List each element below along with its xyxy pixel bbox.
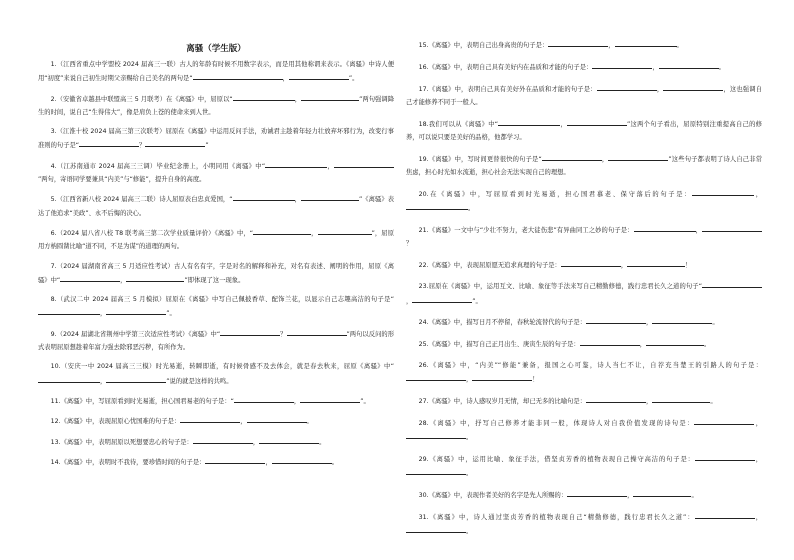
question-text: 。 (319, 438, 326, 446)
question-item (406, 117, 762, 144)
answer-blank[interactable] (38, 374, 100, 383)
answer-blank[interactable] (586, 394, 646, 403)
question-text: ， (646, 397, 653, 405)
question-text: 21.《离骚》一文中与“少壮不努力，老大徒伤悲”有异曲同工之妙的句子是： (418, 226, 634, 234)
left-column (38, 38, 394, 476)
question-text: ， (327, 162, 334, 170)
question-text: 。 (712, 319, 719, 327)
question-text: ”即体现了这一现象。 (184, 276, 245, 284)
answer-blank[interactable] (406, 466, 466, 475)
answer-blank[interactable] (193, 435, 253, 444)
question-text: ， (639, 341, 647, 349)
answer-blank[interactable] (234, 394, 294, 403)
question-text: ， (754, 513, 762, 521)
question-text: 。 (468, 204, 475, 212)
answer-blank[interactable] (472, 372, 532, 381)
answer-blank[interactable] (652, 394, 710, 403)
question-text: ， (620, 261, 628, 269)
answer-blank[interactable] (301, 92, 359, 101)
question-text: ”。 (472, 297, 482, 305)
question-text: 3.（江淮十校 2024 届高三第三次联考）屈原在《离骚》中运用反问手法，劝诫君主趁着年轻力壮放弃坏邪行为，改变行事准则的句子是“ (38, 128, 394, 150)
answer-blank[interactable] (695, 510, 755, 519)
question-text: ， (560, 120, 567, 128)
answer-blank[interactable] (498, 117, 560, 126)
answer-blank[interactable] (702, 223, 762, 232)
answer-blank[interactable] (220, 327, 280, 336)
question-item (38, 260, 394, 287)
question-item (38, 293, 394, 320)
question-text: 23.屈原在《离骚》中，运用互文、比喻、象征等手法来写自己精勤修德，践行忠君长久之道的句子“ (418, 283, 702, 291)
question-text: ， (252, 438, 260, 446)
question-text: 8.（武汉二中 2024 届高三 5 月模拟）屈原在《离骚》中写自己佩披香草、配饰兰花，以显示自己志趣高洁的句子是“ (50, 296, 394, 304)
question-text: 。 (704, 341, 711, 349)
question-text: 19.《离骚》中，写时间更替很快的句子是“ (418, 155, 542, 163)
answer-blank[interactable] (193, 71, 283, 80)
answer-blank[interactable] (608, 152, 668, 161)
answer-blank[interactable] (694, 416, 754, 425)
question-text: 24.《离骚》中，描写日月不停留，春秋轮流替代的句子是： (418, 319, 587, 327)
question-text: 27.《离骚》中，诗人感叹岁月无情，却已无多的比喻句是： (418, 397, 587, 405)
question-text: 。 (331, 459, 339, 467)
question-item (38, 394, 394, 408)
answer-blank[interactable] (38, 306, 100, 315)
answer-blank[interactable] (272, 455, 332, 464)
question-text: 7.（2024 届湖南省高三 5 月适应性考试）古人有名有字，字是对名的解释和补充，对名有表述、阐明的作用，屈原《离骚》中“ (38, 262, 394, 284)
answer-blank[interactable] (597, 82, 657, 91)
question-text: 18.我们可以从《离骚》中“ (418, 120, 499, 128)
question-item (38, 159, 394, 186)
answer-blank[interactable] (542, 152, 602, 161)
left-question-list (38, 58, 394, 469)
question-item (38, 125, 394, 152)
question-text: 25.《离骚》中，描写自己正月出生、庚寅生辰的句子是： (418, 341, 580, 349)
answer-blank[interactable] (406, 430, 466, 439)
answer-blank[interactable] (180, 414, 240, 423)
answer-blank[interactable] (334, 159, 394, 168)
question-text: 11.《离骚》中，写屈原看到时光易逝，担心国君易老的句子是：“ (50, 397, 234, 405)
answer-blank[interactable] (259, 435, 319, 444)
question-item (38, 58, 394, 85)
answer-blank[interactable] (126, 273, 184, 282)
question-item (406, 38, 762, 52)
answer-blank[interactable] (633, 488, 691, 497)
question-text: 2.（安徽省卓越县中联盟高三 5 月联考）在《离骚》中，屈原以“ (50, 95, 233, 103)
question-text: 13.《离骚》中，表明屈原以死想要忠心的句子是： (50, 438, 193, 446)
question-text: ”。 (348, 75, 359, 83)
question-text: 9.（2024 届湖北省荆州中学第三次适应性考试）《离骚》中“ (50, 330, 221, 338)
question-text: ”两句以反问的形式表明屈原想趁着年富力强去除邪恶污秽，有所作为。 (38, 330, 395, 351)
answer-blank[interactable] (289, 71, 349, 80)
question-text: 30.《离骚》中，表现作者美好的名字是先人所赐的： (418, 491, 568, 499)
question-text: ， (406, 297, 413, 305)
answer-blank[interactable] (300, 394, 360, 403)
question-item (38, 455, 394, 469)
question-text: ， (608, 42, 615, 49)
question-text: ”这些句子都表明了诗人自己非常焦虑，担心时光如水流逝，担心社会无法实现自己的理想。 (406, 155, 763, 176)
question-text: ！ (532, 376, 539, 384)
question-text: 14.《离骚》中，表明时不我待，要珍惜时间的句子是： (50, 459, 206, 467)
answer-blank[interactable] (652, 315, 712, 324)
question-text: 22.《离骚》中，表现屈原愿无追求真理的句子是： (418, 261, 561, 269)
question-text: ， (294, 95, 302, 103)
question-text: 。 (710, 397, 717, 405)
question-item (406, 510, 762, 538)
question-item (406, 315, 762, 329)
answer-blank[interactable] (233, 92, 295, 101)
answer-blank[interactable] (233, 192, 295, 201)
question-item (38, 435, 394, 449)
question-item (406, 152, 762, 179)
question-item (406, 60, 762, 74)
question-text: ， (100, 310, 107, 318)
question-item (38, 360, 394, 387)
question-item (406, 337, 762, 351)
question-item (406, 452, 762, 480)
question-text: 1.（江西省重点中学盟校 2024 届高三一联）古人的年龄有时候不用数字表示，而是用其他称谓来表示。《离骚》中诗人便用“初度”来说自己初生时期父亲赐给自己美名的两句是“ (38, 61, 394, 83)
question-text: ！ (685, 261, 692, 269)
question-text: 。 (466, 433, 473, 441)
question-item (38, 92, 394, 119)
right-column (406, 38, 762, 546)
question-text: 。 (718, 63, 725, 71)
question-item (38, 226, 394, 253)
answer-blank[interactable] (412, 294, 472, 303)
answer-blank[interactable] (79, 138, 139, 147)
question-item (406, 488, 762, 502)
question-text: ， (656, 85, 664, 93)
question-text: 。 (306, 418, 313, 426)
answer-blank[interactable] (702, 279, 762, 288)
answer-blank[interactable] (106, 374, 166, 383)
answer-blank[interactable] (406, 201, 468, 210)
answer-blank[interactable] (615, 38, 677, 47)
answer-blank[interactable] (659, 60, 719, 69)
question-text: 29.《离骚》中，运用比喻、象征手法，借坚贞芳香的植物表现自己操守高洁的句子是： (418, 455, 695, 463)
question-text: ， (627, 491, 634, 499)
question-text: ？ (280, 330, 287, 338)
answer-blank[interactable] (247, 414, 307, 423)
question-text: ， (754, 455, 763, 463)
answer-blank[interactable] (695, 452, 755, 461)
answer-blank[interactable] (301, 192, 359, 201)
question-text: 20.在《离骚》中，写屈原看到时光易逝，担心国君慕老、保守落后的句子是： (418, 190, 693, 198)
question-text: 15.《离骚》中，表明自己出身高贵的句子是： (418, 42, 549, 49)
question-text: ， (294, 196, 301, 204)
question-text: ， (120, 276, 127, 284)
question-item (38, 414, 394, 428)
question-text: ”，屈原用方枘圆凿比喻“道不同，不足为谋”的道理的两句。 (38, 229, 394, 251)
question-text: 。 (691, 491, 698, 499)
question-text: ， (754, 190, 763, 198)
answer-blank[interactable] (60, 273, 120, 282)
question-text: 。 (466, 527, 473, 535)
question-item (38, 327, 394, 354)
question-text: 31.《离骚》中，诗人通过坚贞芳香的植物表现自己“精勤修德，践行忠君长久之道”： (418, 513, 695, 521)
answer-blank[interactable] (265, 159, 327, 168)
question-text: ”。 (360, 397, 370, 405)
question-item (38, 192, 394, 219)
question-text: ”两句强调降生的时间，说自己“生得伟大”，像是肩负上苍的使命来到人世。 (38, 95, 394, 116)
answer-blank[interactable] (561, 258, 621, 267)
question-text: 12.《离骚》中，表现屈原心忧国难的句子是： (50, 418, 181, 426)
answer-blank[interactable] (592, 60, 652, 69)
question-item (406, 82, 762, 109)
question-text: ”《离骚》表达了他追求“美政”、永不后悔的决心。 (38, 196, 394, 217)
question-text: ”。 (166, 310, 176, 318)
question-text: 4.（江苏南通市 2024 届高三三调）毕业纪念册上，小明同用《离骚》中“ (50, 162, 266, 170)
question-text: 26.《离骚》中，“内美”“修能”兼备，报国之心可鉴，诗人当仁不让，自荐充当楚王的引路人的句子是： (418, 361, 762, 369)
page-title: 离骚（学生版） (186, 44, 246, 54)
question-item (406, 394, 762, 408)
answer-blank[interactable] (567, 488, 627, 497)
answer-blank[interactable] (287, 327, 347, 336)
answer-blank[interactable] (318, 226, 372, 235)
question-text: ， (293, 397, 301, 405)
answer-blank[interactable] (406, 372, 466, 381)
question-item (406, 416, 762, 444)
question-text: 17.《离骚》中，表明自己具有美好外在品质和才能的句子是： (418, 85, 597, 93)
answer-blank[interactable] (205, 455, 265, 464)
question-text: 5.（江西省新八校 2024 届高三二联）诗人屈原表白忠贞爱国，“ (50, 196, 233, 204)
question-item (406, 223, 762, 250)
question-text: ”两句，寄语同学要兼具“内美”与“修能”，提升自身的高度。 (38, 175, 206, 183)
answer-blank[interactable] (106, 306, 166, 315)
question-text: ，这也强调自己才能修养不同于一般人。 (406, 85, 763, 106)
question-text: 。 (466, 469, 473, 477)
question-text: ” (205, 142, 209, 150)
question-text: 。 (676, 42, 683, 49)
question-text: ？ (406, 239, 413, 247)
question-item (406, 258, 762, 272)
question-text: 6.（2024 届八省八校 T8 联考高三第二次学业质量评价）《离骚》中，“ (50, 229, 254, 237)
question-text: ， (466, 376, 473, 384)
answer-blank[interactable] (634, 223, 696, 232)
answer-blank[interactable] (406, 524, 466, 533)
answer-blank[interactable] (646, 337, 704, 346)
question-text: ， (311, 229, 318, 237)
question-text: 28.《离骚》中，抒写自己修养才能非同一般，体现诗人对自我价值发现的诗句是： (418, 419, 695, 427)
question-text: 16.《离骚》中，表明自己具有美好内在品质和才能的句子是： (418, 63, 593, 71)
answer-blank[interactable] (580, 337, 640, 346)
answer-blank[interactable] (145, 138, 205, 147)
question-text: ？ (139, 142, 146, 150)
question-item (406, 359, 762, 386)
question-text: ”这两个句子看出，屈原特别注重提高自己的修养，可以说只要是美好的品格，他都学习。 (406, 120, 763, 141)
question-item (406, 279, 762, 307)
answer-blank[interactable] (548, 38, 608, 47)
question-text: ， (652, 63, 659, 71)
question-text: ， (282, 75, 289, 83)
question-text: ， (754, 419, 763, 427)
question-text: ， (100, 377, 107, 385)
question-text: ， (265, 459, 272, 467)
question-text: ”说的就是这样的共鸣。 (166, 377, 233, 385)
answer-blank[interactable] (692, 187, 754, 196)
right-question-list (406, 38, 762, 538)
answer-blank[interactable] (627, 258, 685, 267)
answer-blank[interactable] (253, 226, 311, 235)
question-text: ， (646, 319, 653, 327)
question-text: 10.（安庆一中 2024 届高三三模）时光易逝，转瞬即逝，有时候骨感不及去体会，就是春去秋来，屈原《离骚》中“ (50, 363, 394, 371)
answer-blank[interactable] (567, 117, 627, 126)
question-text: ， (695, 226, 702, 234)
answer-blank[interactable] (663, 82, 723, 91)
answer-blank[interactable] (586, 315, 646, 324)
question-text: ， (240, 418, 247, 426)
question-item (406, 187, 762, 215)
question-text: ， (601, 155, 609, 163)
